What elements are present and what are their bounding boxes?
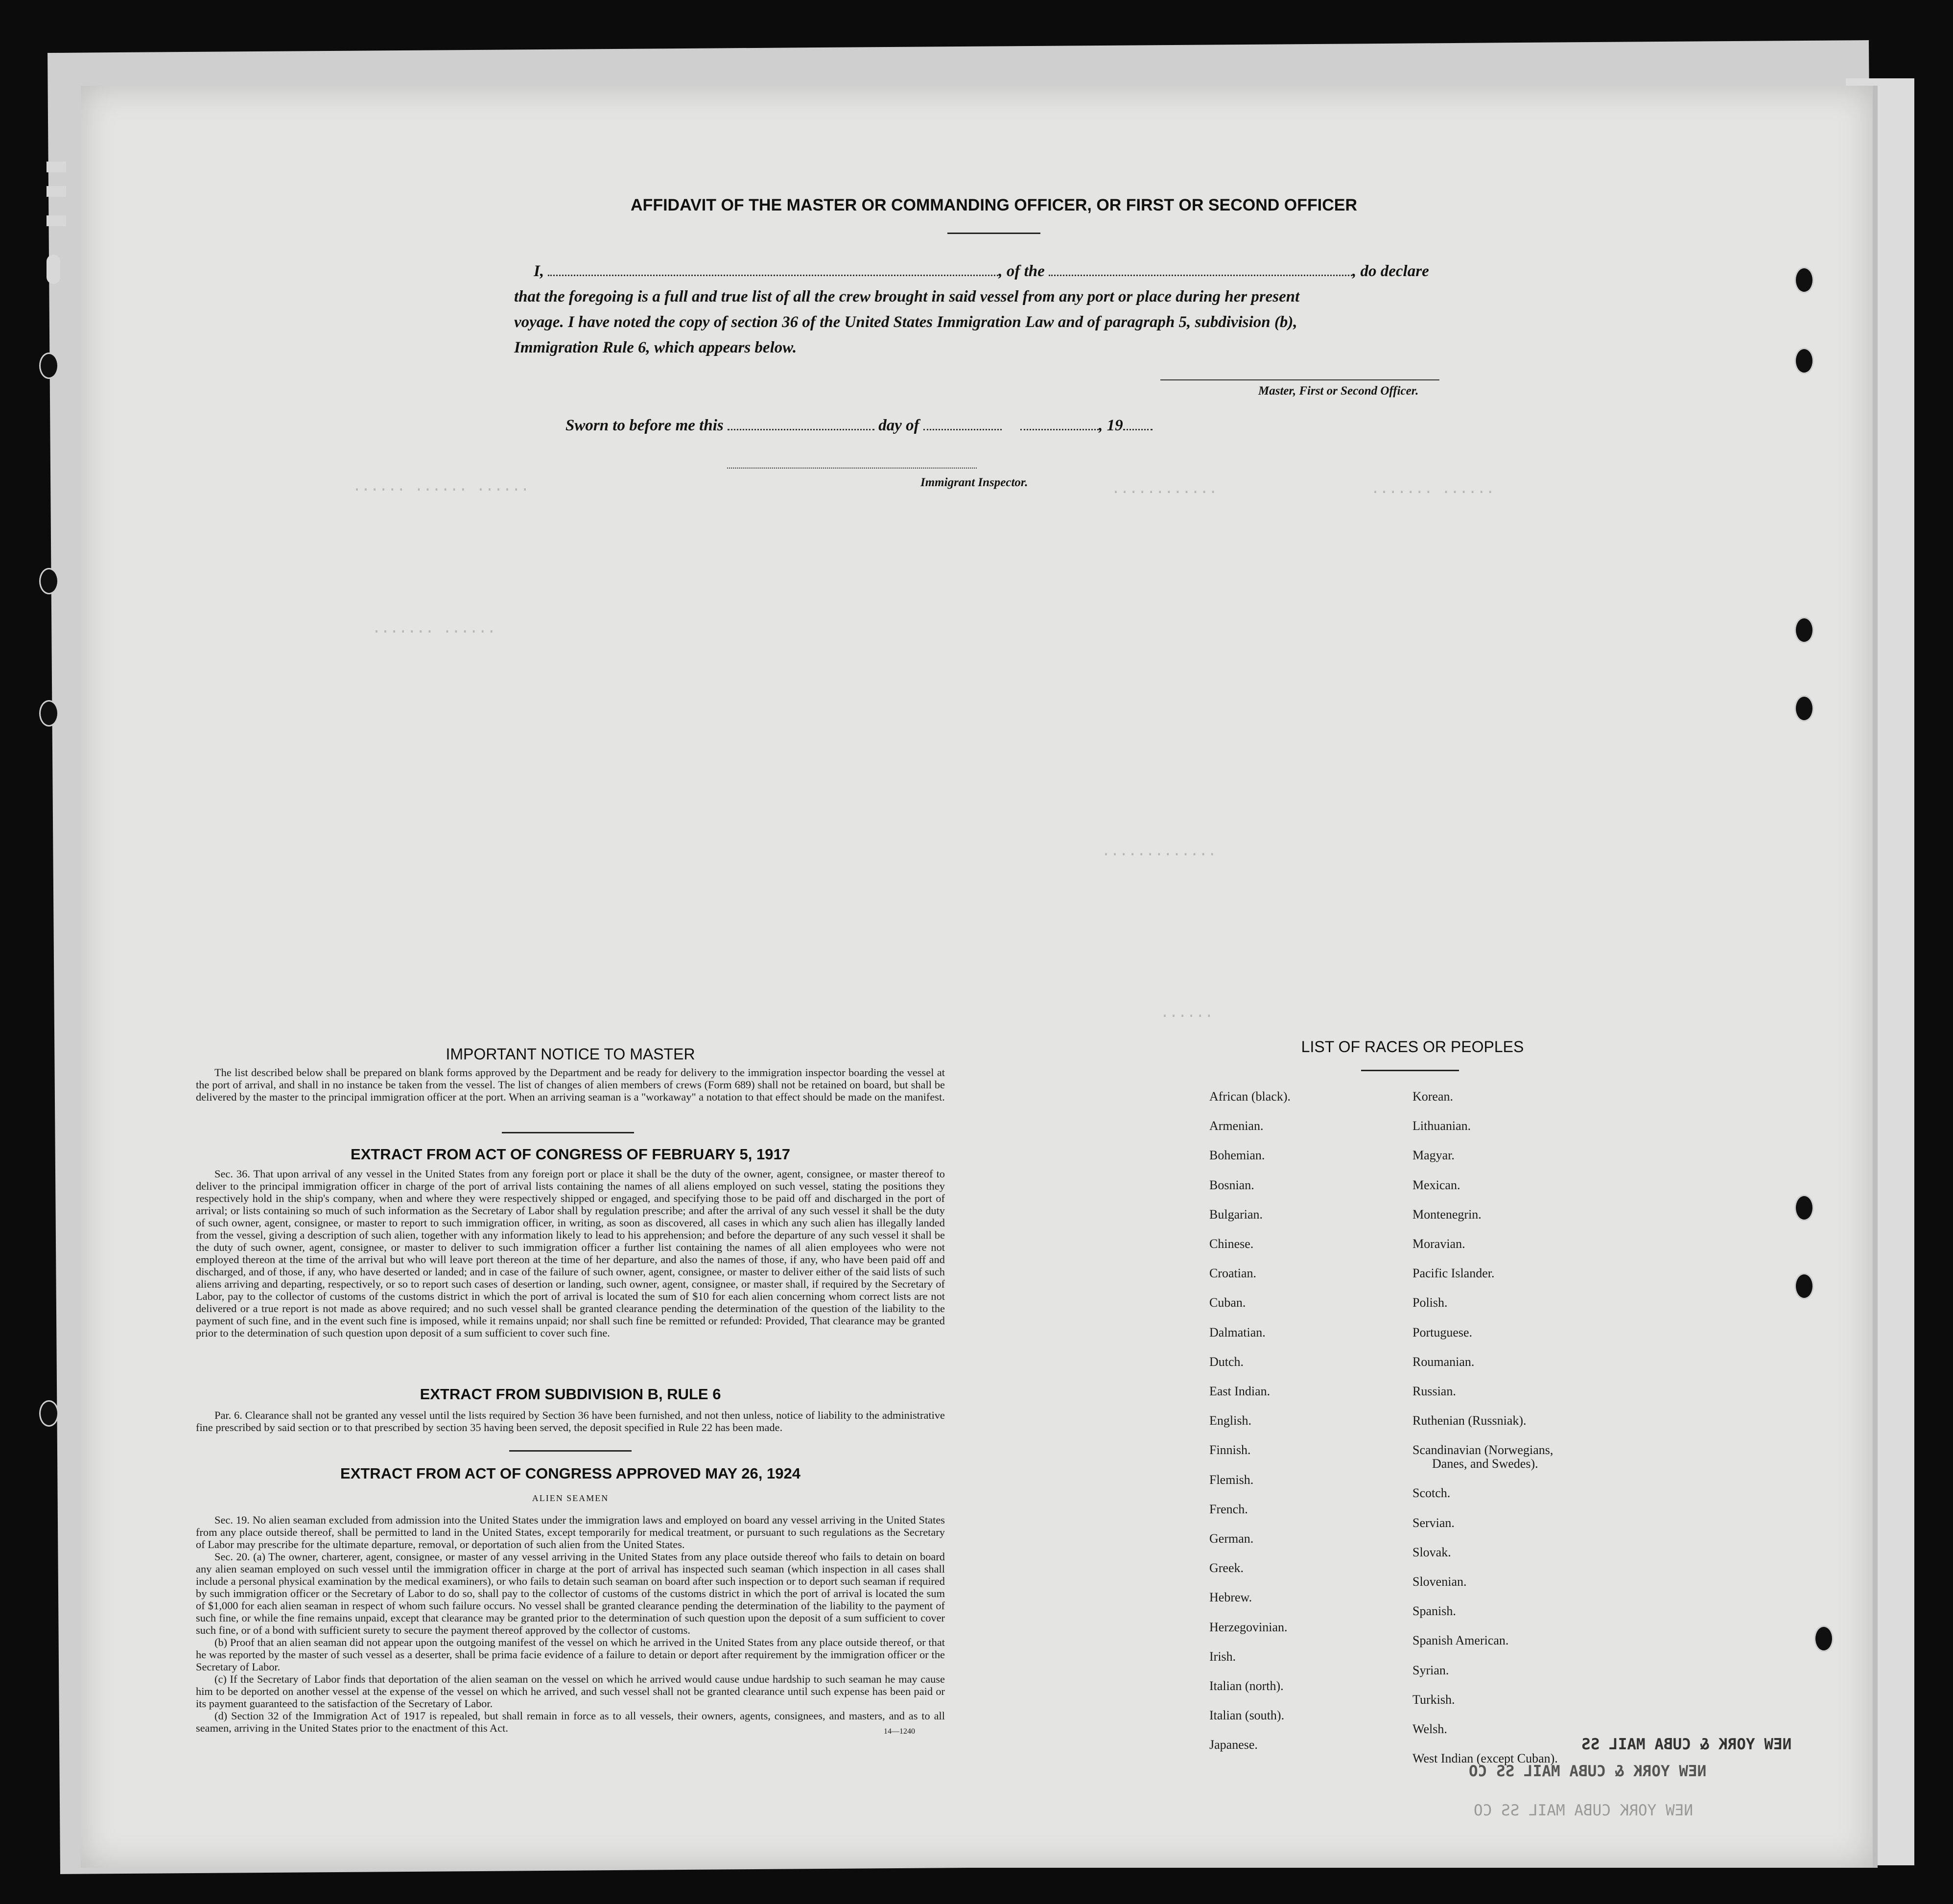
race-item: Lithuanian. (1412, 1119, 1471, 1133)
bleed-through-mark: ....... ...... (1371, 480, 1495, 497)
race-item: Dalmatian. (1209, 1325, 1266, 1340)
race-item: Turkish. (1412, 1692, 1455, 1707)
bleed-through-mark: ....... ...... (372, 619, 496, 636)
binder-hole-icon (39, 353, 59, 379)
binder-hole-icon (1794, 267, 1814, 293)
race-item: Italian (north). (1209, 1679, 1284, 1693)
races-title-underline (1361, 1070, 1459, 1071)
race-item: Bosnian. (1209, 1177, 1254, 1192)
bleed-through-mark: ............. (1102, 842, 1217, 859)
race-item: Portuguese. (1412, 1325, 1473, 1340)
alien-seamen-subtitle: ALIEN SEAMEN (532, 1493, 609, 1503)
shipping-line-stamp: NEW YORK & CUBA MAIL SS (1581, 1736, 1792, 1753)
race-item: Bulgarian. (1209, 1207, 1263, 1222)
race-item: Danes, and Swedes). (1432, 1457, 1538, 1471)
race-item: Welsh. (1412, 1722, 1447, 1737)
sworn-month-field-2[interactable] (1020, 416, 1099, 430)
race-item: Scotch. (1412, 1486, 1451, 1501)
binder-hole-icon (1794, 695, 1814, 722)
bleed-through-mark: ...... ...... ...... (353, 477, 530, 494)
extract-1924-text (196, 1514, 945, 1734)
race-item: Spanish American. (1412, 1633, 1509, 1648)
race-item: Cuban. (1209, 1295, 1246, 1310)
race-item: Bohemian. (1209, 1148, 1265, 1163)
binder-hole-icon (39, 700, 59, 727)
sworn-month-field[interactable] (923, 416, 1002, 430)
shipping-line-stamp: NEW YORK & CUBA MAIL SS CO (1469, 1763, 1707, 1780)
affidavit-line-1 (534, 259, 1513, 284)
do-declare-label: , do declare (1352, 262, 1429, 280)
section-divider (502, 1132, 634, 1133)
edge-mark (47, 162, 66, 172)
races-title: LIST OF RACES OR PEOPLES (1301, 1038, 1524, 1056)
race-item: Herzegovinian. (1209, 1620, 1288, 1634)
section-divider (509, 1450, 632, 1452)
affidavit-title: AFFIDAVIT OF THE MASTER OR COMMANDING OFFICER, OR FIRST OR SECOND OFFICER (631, 196, 1357, 214)
race-item: Spanish. (1412, 1604, 1456, 1619)
race-item: Irish. (1209, 1649, 1236, 1664)
sec-20a-paragraph: Sec. 20. (a) The owner, charterer, agent, consignee, or master of any vessel arriving in the United States from any place outside thereof who fails to detain on board any alien seaman employed on such vessel until the immigration officer in charge at the port of arrival has inspected such seaman (which inspection in all cases shall include a personal physical examination by the medical examiners), or who fails to detain such seaman on board after such inspection or to deport such seaman if required by such immigration officer or the Secretary of Labor to do so, shall pay to the collector of customs of the customs district in which the port of arrival is located the sum of $1,000 for each alien seaman in respect of whom such failure occurs. No vessel shall be granted clearance pending the determination of the liability to the payment of such fine, or while the fine remains unpaid, except that clearance may be granted prior to the determination of such question upon the deposit of a sum sufficient to cover such fine, or of a bond with sufficient surety to secure the payment thereof approved by the collector of customs. (196, 1551, 945, 1636)
edge-mark (47, 186, 66, 197)
race-item: Ruthenian (Russniak). (1412, 1413, 1527, 1428)
binder-hole-icon (1794, 1273, 1814, 1299)
master-caption: Master, First or Second Officer. (1258, 384, 1419, 398)
race-item: Italian (south). (1209, 1708, 1285, 1723)
race-item: Polish. (1412, 1295, 1448, 1310)
binder-hole-icon (39, 1400, 59, 1427)
rule-6-text: Par. 6. Clearance shall not be granted any vessel until the lists required by Section 36 have been furnished, and not then unless, notice of liability to the administrative fine prescribed by said section or to that prescribed by section 35 having been served, the deposit specified in Rule 22 has been made. (196, 1409, 945, 1434)
affidavit-line-3: voyage. I have noted the copy of section 36 of the United States Immigration Law and of paragraph 5, subdivision (b), (514, 313, 1297, 331)
sec-19-paragraph: Sec. 19. No alien seaman excluded from admission into the United States under the immigration laws and employed on board any vessel arriving in the United States from any place outside thereof, shall be permitted to land in the United States, except temporarily for medical treatment, or pursuant to such regulations as the Secretary of Labor may prescribe for the ultimate departure, removal, or deportation of such alien from the United States. (196, 1514, 945, 1551)
binder-hole-icon (1814, 1625, 1834, 1652)
bleed-through-mark: ...... (1160, 1004, 1214, 1021)
shipping-line-stamp: NEW YORK CUBA MAIL SS CO (1474, 1802, 1693, 1819)
race-item: Chinese. (1209, 1237, 1254, 1251)
race-item: Armenian. (1209, 1119, 1264, 1133)
race-item: Dutch. (1209, 1354, 1244, 1369)
sworn-label: Sworn to before me this (565, 417, 724, 434)
sec-20b-paragraph: (b) Proof that an alien seaman did not appear upon the outgoing manifest of the vessel on which he arrived in the United States from any place outside thereof, or that he was reported by the master of such vessel as a deserter, shall be prima facie evidence of a failure to detain or deport after requirement by the immigration officer or the Secretary of Labor. (196, 1636, 945, 1673)
sworn-day-field[interactable] (728, 416, 874, 430)
edge-mark (47, 215, 66, 226)
signature-line[interactable] (1160, 379, 1439, 380)
race-item: Croatian. (1209, 1266, 1257, 1281)
vessel-field[interactable] (1049, 262, 1352, 276)
notice-title: IMPORTANT NOTICE TO MASTER (446, 1045, 695, 1063)
races-column-2 (1412, 1082, 1558, 1773)
race-item: Greek. (1209, 1561, 1244, 1575)
race-item: African (black). (1209, 1089, 1291, 1104)
binder-hole-icon (39, 568, 59, 594)
race-item: Magyar. (1412, 1148, 1455, 1163)
race-item: East Indian. (1209, 1384, 1271, 1399)
race-item: Japanese. (1209, 1738, 1258, 1752)
race-item: Syrian. (1412, 1663, 1449, 1677)
race-item: Slovak. (1412, 1545, 1451, 1559)
binder-hole-icon (1794, 617, 1814, 643)
of-the-label: , of the (998, 262, 1045, 280)
race-item: Servian. (1412, 1515, 1455, 1530)
bleed-through-mark: ............ (1111, 480, 1218, 497)
title-underline (947, 233, 1040, 234)
race-item: Roumanian. (1412, 1354, 1475, 1369)
affidavit-line-2: that the foregoing is a full and true list of all the crew brought in said vessel from any port or place during her present (514, 288, 1300, 306)
sec-20c-paragraph: (c) If the Secretary of Labor finds that deportation of the alien seaman on the vessel on which he arrived would cause undue hardship to such seaman he may cause him to be deported on another vessel at the expense of the vessel on which he arrived, and such vessel shall not be granted clearance until such expense has been paid or its payment guaranteed to the satisfaction of the Secretary of Labor. (196, 1673, 945, 1710)
extract-1917-text: Sec. 36. That upon arrival of any vessel in the United States from any foreign port or place it shall be the duty of the owner, agent, consignee, or master thereof to deliver to the principal immigration officer in charge of the port of arrival lists containing the names of all aliens employed on such vessel, stating the positions they respectively hold in the ship's company, when and where they were respectively shipped or engaged, and specifying those to be paid off and discharged in the port of arrival; or lists containing so much of such information as the Secretary of Labor shall by regulation prescribe; and after the arrival of any such vessel it shall be the duty of such owner, agent, consignee, or master to report to such immigration officer, in writing, as soon as discovered, all cases in which any such alien has illegally landed from the vessel, giving a description of such alien, together with any information likely to lead to his apprehension; and before the departure of any such vessel it shall be the duty of such owner, agent, consignee, or master to deliver to such immigration officer a further list containing the names of all alien employees who were not employed thereon at the time of the arrival but who will leave port thereon at the time of her departure, and also the names of those, if any, who have been paid off and discharged, and of those, if any, who have deserted or landed; and in case of the failure of such owner, agent, consignee, or master to deliver either of the said lists of such aliens arriving and departing, respectively, or so to report such cases of desertion or landing, such owner, agent, consignee, or master shall, if required by the Secretary of Labor, pay to the collector of customs of the customs district in which the port of arrival is located the sum of $10 for each alien concerning whom correct lists are not delivered or a true report is not made as above required; and no such vessel shall be granted clearance pending the determination of the question of the liability to the payment of such fine, and in the event such fine is imposed, while it remains unpaid; nor shall such fine be remitted or refunded: Provided, That clearance may be granted prior to the determination of such question upon deposit of a sum sufficient to cover such fine. (196, 1168, 945, 1339)
affidavit-i-label: I, (534, 262, 544, 280)
race-item: Moravian. (1412, 1237, 1465, 1251)
notice-text: The list described below shall be prepared on blank forms approved by the Department and be ready for delivery to the immigration inspector boarding the vessel at the port of arrival, and shall in no instance be taken from the vessel. The list of changes of alien members of crews (Form 689) shall not be retained on board, but shall be delivered by the master to the principal immigration officer at the port. When an arriving seaman is a "workaway" a notation to that effect should be made on the manifest. (196, 1066, 945, 1103)
year-label: , 19 (1099, 417, 1123, 434)
race-item: French. (1209, 1502, 1248, 1516)
extract-1924-title: EXTRACT FROM ACT OF CONGRESS APPROVED MAY 26, 1924 (340, 1465, 800, 1482)
sworn-line (565, 413, 1251, 438)
name-field[interactable] (548, 262, 998, 276)
race-item: Montenegrin. (1412, 1207, 1482, 1222)
race-item: Pacific Islander. (1412, 1266, 1495, 1281)
inspector-caption: Immigrant Inspector. (920, 476, 1028, 489)
race-item: Korean. (1412, 1089, 1454, 1104)
sworn-year-field[interactable] (1123, 416, 1153, 430)
form-number: 14—1240 (884, 1727, 915, 1736)
edge-mark (47, 255, 60, 284)
races-column-1 (1209, 1082, 1291, 1760)
sec-20d-paragraph: (d) Section 32 of the Immigration Act of 1917 is repealed, but shall remain in force as to all vessels, their owners, agents, consignees, and masters, and as to all seamen, arriving in the United States prior to the enactment of this Act. (196, 1710, 945, 1734)
rule-6-title: EXTRACT FROM SUBDIVISION B, RULE 6 (420, 1386, 721, 1403)
binder-hole-icon (1794, 1195, 1814, 1221)
race-item: English. (1209, 1413, 1251, 1428)
affidavit-line-4: Immigration Rule 6, which appears below. (514, 339, 797, 356)
day-of-label: day of (878, 417, 919, 434)
race-item: West Indian (except Cuban). (1412, 1751, 1558, 1766)
race-item: German. (1209, 1531, 1254, 1546)
race-item: Mexican. (1412, 1177, 1460, 1192)
inspector-signature-line[interactable] (727, 468, 977, 469)
race-item: Flemish. (1209, 1472, 1254, 1487)
race-item: Slovenian. (1412, 1575, 1467, 1589)
race-item: Russian. (1412, 1384, 1456, 1399)
extract-1917-title: EXTRACT FROM ACT OF CONGRESS OF FEBRUARY 5, 1917 (351, 1146, 790, 1163)
binder-hole-icon (1794, 348, 1814, 374)
race-item: Scandinavian (Norwegians, (1412, 1443, 1553, 1457)
race-item: Hebrew. (1209, 1590, 1252, 1605)
race-item: Finnish. (1209, 1443, 1251, 1457)
